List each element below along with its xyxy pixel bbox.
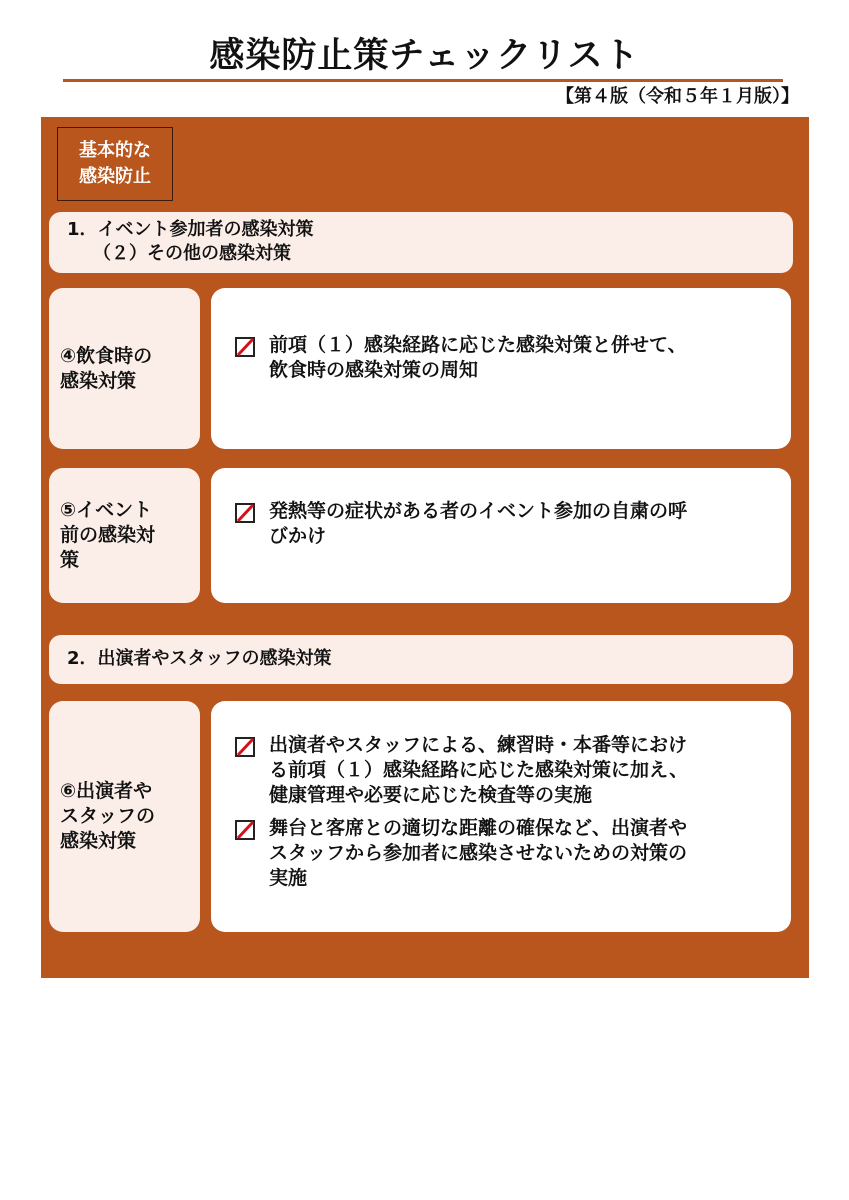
row-label-performers [49, 701, 200, 932]
edition-label: 【第４版（令和５年１月版）】 [556, 86, 799, 107]
item-line: スタッフから参加者に感染させないための対策の [269, 841, 688, 864]
item-line: 出演者やスタッフによる、練習時・本番等におけ [269, 733, 688, 756]
checklist-item-text [269, 333, 687, 383]
item-line: 舞台と客席との適切な距離の確保など、出演者や [269, 816, 688, 839]
checklist-item [235, 733, 781, 808]
section-2-header [49, 635, 793, 684]
row-label-line: 策 [60, 549, 80, 571]
checked-checkbox-icon[interactable] [235, 503, 255, 523]
item-line: る前項（１）感染経路に応じた感染対策に加え、 [269, 758, 689, 781]
checked-checkbox-icon[interactable] [235, 820, 255, 840]
row-label-line: ⑥出演者や [60, 780, 153, 802]
row-label-line: ⑤イベント [60, 499, 153, 521]
checklist-item [235, 333, 781, 383]
checklist-item-text [269, 733, 688, 808]
category-line-2: 感染防止 [79, 166, 151, 187]
row-content-eating [211, 288, 791, 449]
checklist-item [235, 499, 781, 549]
row-label-line: ④飲食時の [60, 344, 153, 367]
item-line: びかけ [269, 524, 327, 547]
checklist-item-text [269, 816, 687, 891]
row-label-line: スタッフの [60, 805, 156, 827]
item-line: 発熱等の症状がある者のイベント参加の自粛の呼 [269, 499, 688, 522]
row-label-eating [49, 288, 200, 449]
category-line-1: 基本的な [79, 140, 151, 161]
category-badge [57, 127, 173, 201]
item-line: 実施 [269, 866, 308, 889]
row-label-line: 前の感染対 [60, 524, 156, 546]
checked-checkbox-icon[interactable] [235, 337, 255, 357]
checklist-item-text [269, 499, 687, 549]
checklist-panel [41, 117, 809, 978]
checked-checkbox-icon[interactable] [235, 737, 255, 757]
row-content-pre-event [211, 468, 791, 603]
row-label-line: 感染対策 [60, 369, 137, 392]
item-line: 前項（１）感染経路に応じた感染対策と併せて、 [269, 333, 687, 356]
section-2-heading: 2．出演者やスタッフの感染対策 [67, 648, 332, 669]
item-line: 健康管理や必要に応じた検査等の実施 [269, 783, 593, 806]
section-1-subheading: （２）その他の感染対策 [93, 243, 291, 264]
page-title: 感染防止策チェックリスト [209, 36, 640, 76]
section-1-header [49, 212, 793, 273]
title-underline [63, 79, 783, 82]
checklist-item [235, 816, 781, 891]
row-label-line: 感染対策 [60, 830, 137, 852]
row-content-performers [211, 701, 791, 932]
row-label-pre-event [49, 468, 200, 603]
item-line: 飲食時の感染対策の周知 [269, 358, 479, 381]
section-1-heading: 1．イベント参加者の感染対策 [67, 219, 314, 240]
